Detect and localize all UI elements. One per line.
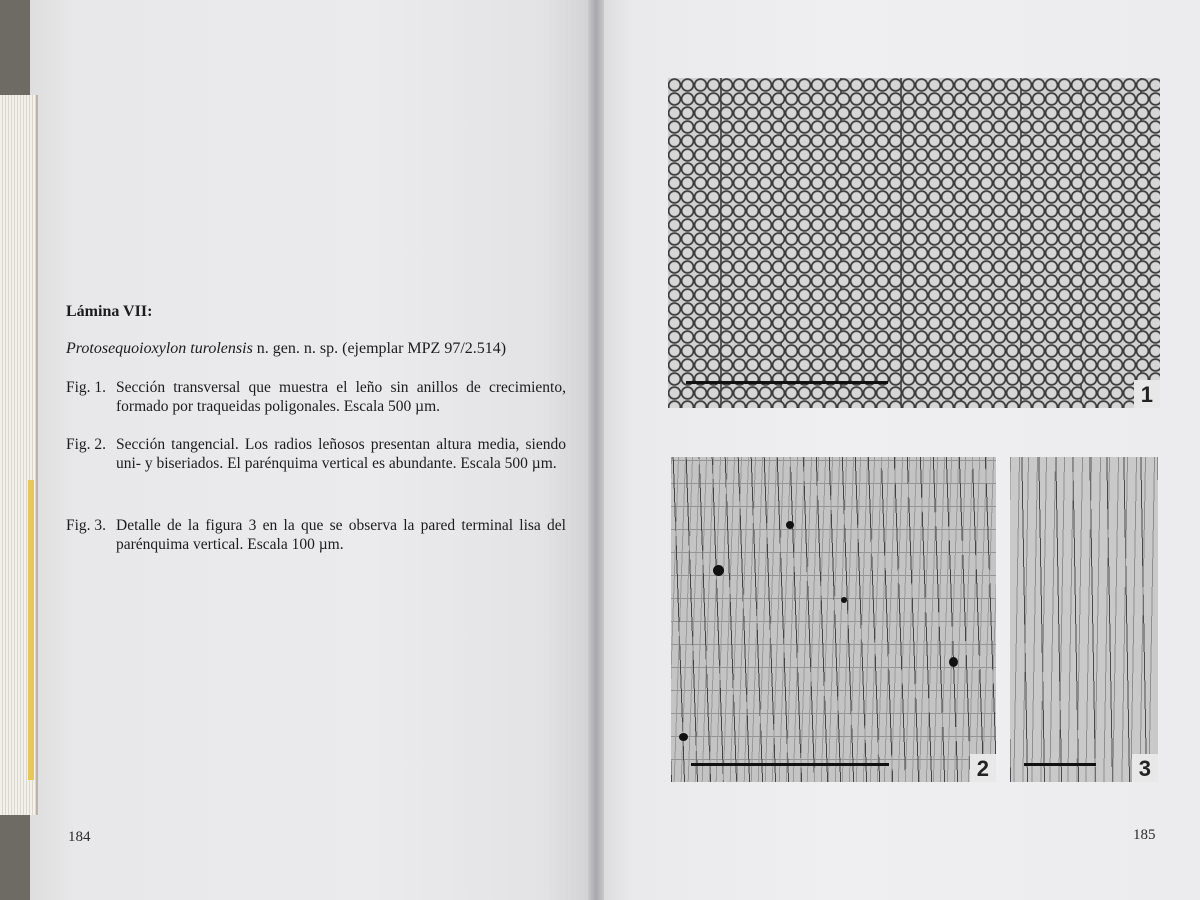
dark-cell (713, 565, 724, 576)
species-name: Protosequoioxylon turolensis (66, 340, 253, 357)
dark-cell (841, 597, 847, 603)
dark-cell (949, 657, 958, 667)
micrograph-panel-1 (668, 78, 1160, 408)
book-gutter (588, 0, 604, 900)
scale-bar (1024, 763, 1096, 766)
figure-text-2: Sección tangencial. Los radios leñosos presentan altura media, siendo uni- y biseriados. El parénquima vertical es abundante. Escala 500 µm. (116, 436, 566, 472)
figure-caption-3 (66, 516, 566, 554)
scale-bar (691, 763, 889, 766)
left-page-number: 184 (68, 829, 91, 845)
panel-number-2: 2 (970, 754, 996, 782)
figure-label-1: Fig. 1. (66, 379, 107, 396)
panel-number-1: 1 (1134, 380, 1160, 408)
book-edge-stripe (28, 480, 34, 780)
dark-cell (679, 733, 688, 741)
right-page-number: 185 (1133, 827, 1156, 843)
species-line (66, 339, 506, 358)
figure-label-3: Fig. 3. (66, 517, 107, 534)
micrograph-panel-2 (671, 457, 996, 782)
figure-label-2: Fig. 2. (66, 436, 107, 453)
dark-cell (786, 521, 794, 529)
figure-caption-2 (66, 435, 566, 473)
plate-title: Lámina VII: (66, 303, 153, 320)
scale-bar (686, 381, 888, 384)
figure-text-3: Detalle de la figura 3 en la que se observa la pared terminal lisa del parénquima vertical. Escala 100 µm. (116, 517, 566, 553)
micrograph-panel-3 (1010, 457, 1158, 782)
species-detail: n. gen. n. sp. (ejemplar MPZ 97/2.514) (252, 340, 507, 357)
figure-text-1: Sección transversal que muestra el leño sin anillos de crecimiento, formado por traqueidas poligonales. Escala 500 µm. (116, 379, 566, 415)
panel-number-3: 3 (1132, 754, 1158, 782)
figure-caption-1 (66, 378, 566, 416)
